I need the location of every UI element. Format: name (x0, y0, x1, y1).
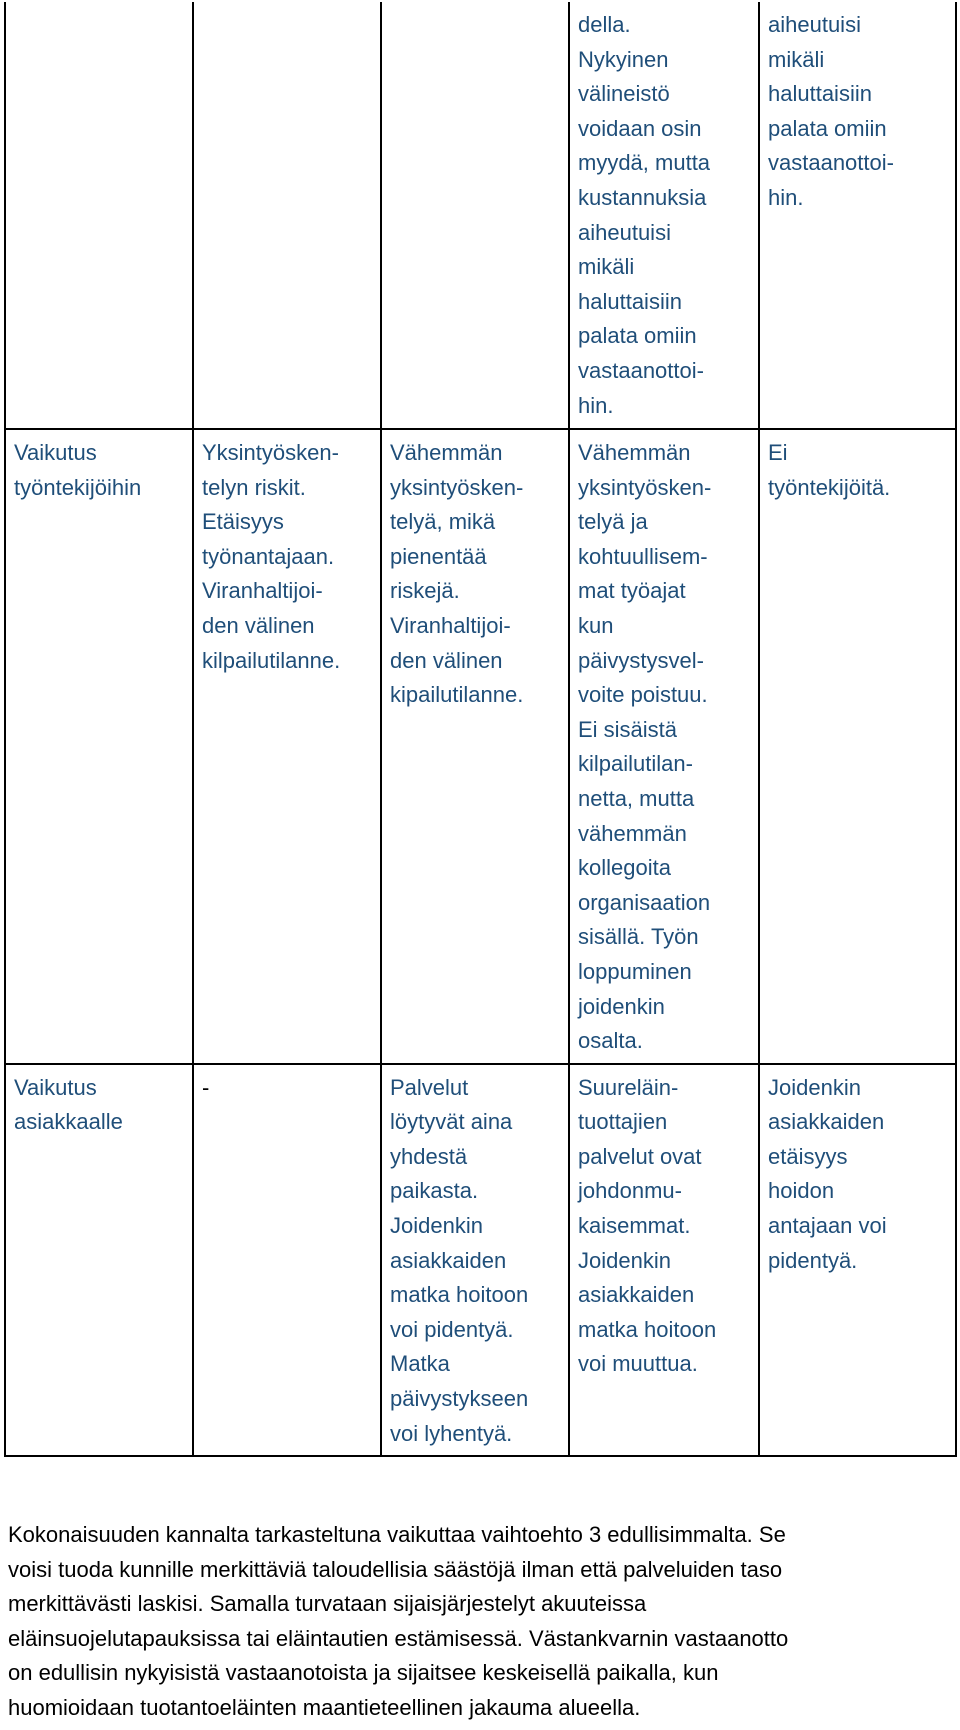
summary-paragraph: Kokonaisuuden kannalta tarkasteltuna vaikuttaa vaihtoehto 3 edullisimmalta. Se voisi tuoda kunnille merkittäviä taloudellisia säästöjä ilman että palveluiden taso merkittävästi laskisi. Samalla turvataan sijaisjärjestelyt akuuteissa eläinsuojelutapauksissa tai eläintautien estämisessä. Västankvarnin vastaanotto on edullisin nykyisistä vastaanotoista ja sijaitsee keskeisellä paikalla, kun huomioidaan tuotantoeläinten maantieteellinen jakauma alueella. (8, 1522, 789, 1720)
table-cell-option-2: Vähemmän yksintyösken- telyä, mikä pienentää riskejä. Viranhaltijoi- den välinen kipailutilanne. (381, 429, 569, 1064)
table-cell-option-4: Joidenkin asiakkaiden etäisyys hoidon antajaan voi pidentyä. (759, 1064, 956, 1457)
table-row-clients (5, 1064, 956, 1457)
table-cell-label: Vaikutus asiakkaalle (5, 1064, 193, 1457)
table-row-continued (5, 2, 956, 429)
table-cell-option-3: Suureläin- tuottajien palvelut ovat johdonmu- kaisemmat. Joidenkin asiakkaiden matka hoitoon voi muuttua. (569, 1064, 759, 1457)
table-cell-option-1: - (193, 1064, 381, 1457)
table-cell-option-1 (193, 2, 381, 429)
comparison-table (4, 2, 957, 1457)
table-cell-option-3: della. Nykyinen välineistö voidaan osin myydä, mutta kustannuksia aiheutuisi mikäli haluttaisiin palata omiin vastaanottoi- hin. (569, 2, 759, 429)
table-cell-label: Vaikutus työntekijöihin (5, 429, 193, 1064)
table-cell-option-1: Yksintyösken- telyn riskit. Etäisyys työnantajaan. Viranhaltijoi- den välinen kilpailutilanne. (193, 429, 381, 1064)
table-cell-option-3: Vähemmän yksintyösken- telyä ja kohtuullisem- mat työajat kun päivystysvel- voite poistuu. Ei sisäistä kilpailutilan- netta, mutta vähemmän kollegoita organisaation sisällä. Työn loppuminen joidenkin osalta. (569, 429, 759, 1064)
table-cell-option-4: Ei työntekijöitä. (759, 429, 956, 1064)
table-cell-option-2 (381, 2, 569, 429)
table-cell-option-2: Palvelut löytyvät aina yhdestä paikasta. Joidenkin asiakkaiden matka hoitoon voi pidentyä. Matka päivystykseen voi lyhentyä. (381, 1064, 569, 1457)
table-row-workers (5, 429, 956, 1064)
table-cell-label (5, 2, 193, 429)
table-cell-option-4: aiheutuisi mikäli haluttaisiin palata omiin vastaanottoi- hin. (759, 2, 956, 429)
